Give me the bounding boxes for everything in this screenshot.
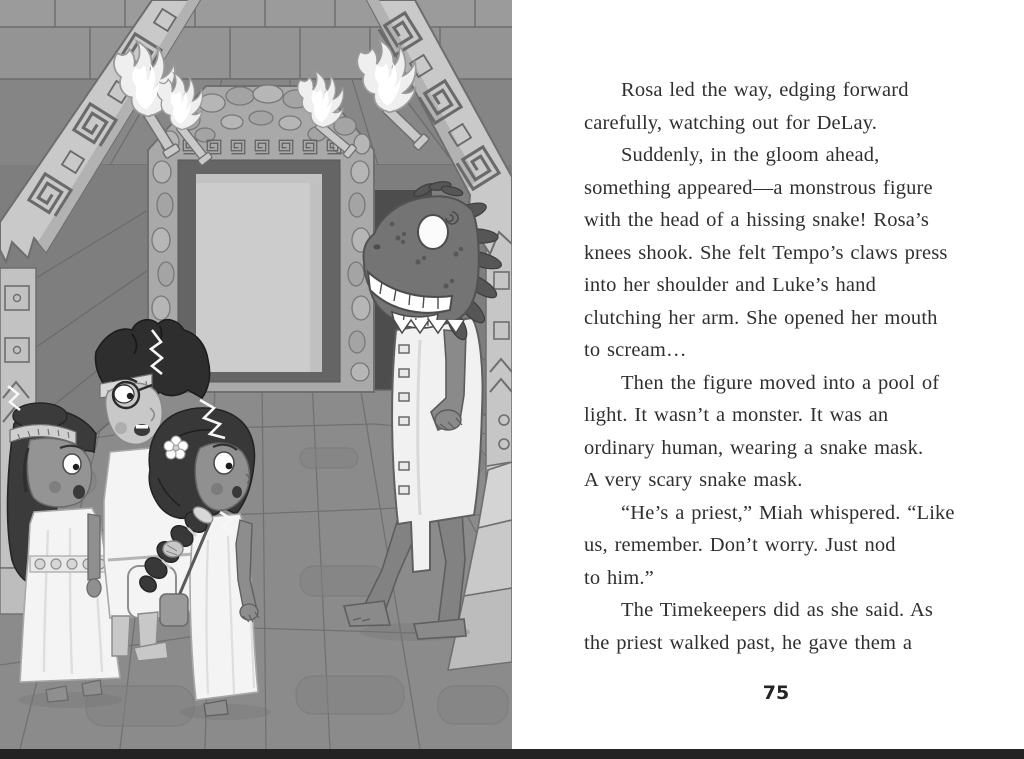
story-line: ordinary human, wearing a snake mask. xyxy=(584,436,924,459)
priest-foot xyxy=(344,601,390,626)
story-line: “He’s a priest,” Miah whispered. “Like xyxy=(621,501,955,524)
girl-left-arm xyxy=(88,514,100,580)
story-line: Then the figure moved into a pool of xyxy=(621,371,940,394)
story-line: something appeared—a monstrous figure xyxy=(584,176,933,199)
page-bottom-edge xyxy=(0,749,1024,759)
story-line: Suddenly, in the gloom ahead, xyxy=(621,144,880,166)
story-line: Rosa led the way, edging forward xyxy=(621,79,909,101)
shoulder-bag xyxy=(160,594,188,626)
door-opening xyxy=(196,174,322,372)
story-line: with the head of a hissing snake! Rosa’s xyxy=(584,209,930,231)
story-line: light. It wasn’t a monster. It was an xyxy=(584,404,889,426)
story-line: into her shoulder and Luke’s hand xyxy=(584,274,876,296)
temple-illustration xyxy=(0,0,512,749)
mask-eye xyxy=(418,215,448,249)
story-line: knees shook. She felt Tempo’s claws press xyxy=(584,241,948,264)
story-line: to him.” xyxy=(584,566,654,589)
story-text xyxy=(584,74,968,659)
story-line: us, remember. Don’t worry. Just nod xyxy=(584,534,896,556)
story-line: carefully, watching out for DeLay. xyxy=(584,111,878,134)
story-line: clutching her arm. She opened her mouth xyxy=(584,306,938,329)
page-number: 75 xyxy=(762,682,790,704)
story-line: The Timekeepers did as she said. As xyxy=(621,599,934,621)
story-line: the priest walked past, he gave them a xyxy=(584,631,913,654)
story-line: to scream… xyxy=(584,339,687,361)
story-page xyxy=(512,0,1024,749)
story-line: A very scary snake mask. xyxy=(584,469,803,491)
